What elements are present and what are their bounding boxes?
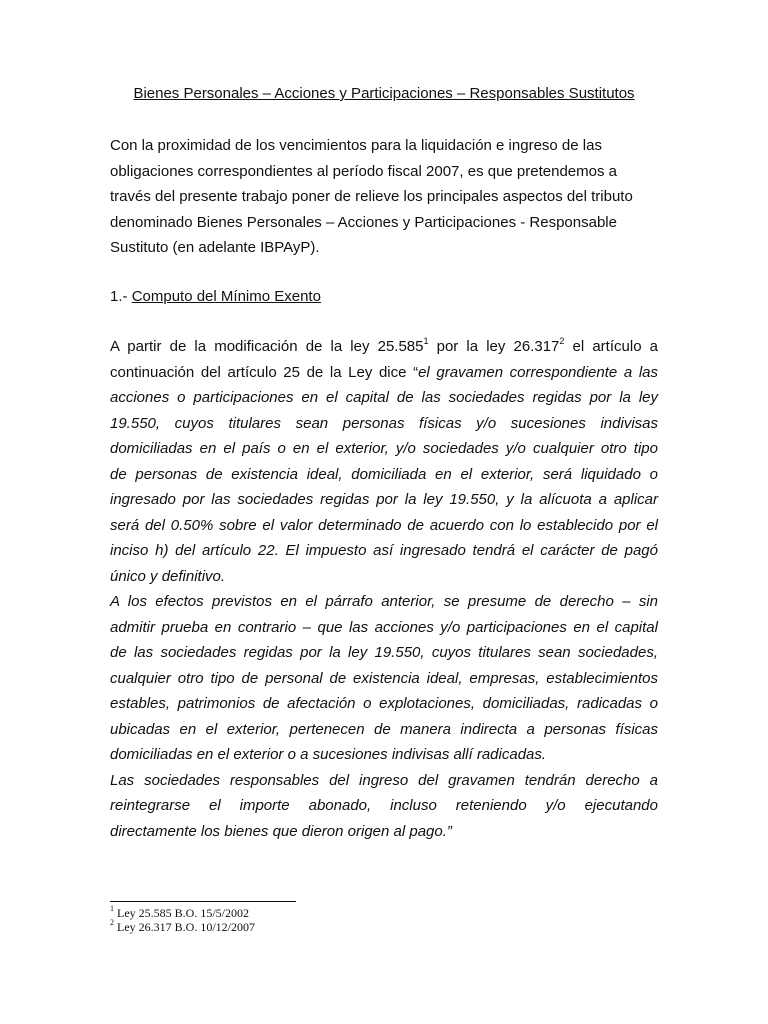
quote-text: admitir prueba en contrario – que las acciones y/o participaciones en el capital [110, 618, 658, 636]
quote-text: el gravamen correspondiente a las [418, 363, 658, 381]
footnote-text: Ley 26.317 B.O. 10/12/2007 [114, 920, 255, 934]
footnote [110, 906, 255, 920]
footnote-number: 1 [110, 904, 114, 913]
intro-line: denominado Bienes Personales – Acciones y Participaciones - Responsable [110, 213, 617, 231]
document-title: Bienes Personales – Acciones y Participaciones – Responsables Sustitutos [133, 85, 635, 102]
body-paragraph [110, 334, 658, 844]
quote-line [110, 538, 658, 564]
quote-line [110, 615, 658, 641]
quote-text: único y definitivo. [110, 567, 226, 585]
quote-line [110, 589, 658, 615]
quote-text: ubicadas en el exterior, pertenecen de manera indirecta a personas físicas [110, 720, 658, 738]
quote-line [110, 717, 658, 743]
body-text: continuación del artículo 25 de la Ley dice “ [110, 363, 419, 381]
quote-line [110, 640, 658, 666]
intro-line: Sustituto (en adelante IBPAyP). [110, 239, 320, 256]
footnote-separator [110, 901, 296, 902]
body-text: el artículo a [564, 338, 658, 355]
section-title: Computo del Mínimo Exento [131, 288, 321, 305]
footnote-ref[interactable]: 1 [423, 336, 429, 346]
quote-text: A los efectos previstos en el párrafo anterior, se presume de derecho – sin [110, 593, 658, 610]
footnote-text: Ley 25.585 B.O. 15/5/2002 [114, 906, 249, 920]
quote-text: domiciliadas en el exterior o a sucesiones indivisas allí radicadas. [110, 746, 547, 763]
quote-line [110, 793, 658, 819]
quote-text: ingresado por las sociedades regidas por la ley 19.550, y la alícuota a aplicar [110, 491, 658, 508]
quote-text: estables, patrimonios de afectación o explotaciones, domiciliadas, radicadas o [110, 695, 658, 712]
footnote-ref[interactable]: 2 [559, 336, 565, 346]
quote-text: directamente los bienes que dieron origen al pago.” [110, 822, 452, 840]
quote-line [110, 564, 658, 590]
quote-line [110, 462, 658, 488]
footnote [110, 920, 255, 934]
body-line [110, 334, 658, 360]
quote-line [110, 742, 658, 768]
quote-text: acciones o participaciones en el capital de las sociedades regidas por la ley [110, 389, 658, 406]
quote-line [110, 819, 658, 845]
quote-line [110, 666, 658, 692]
quote-text: Las sociedades responsables del ingreso del gravamen tendrán derecho a [110, 771, 658, 789]
intro-line: obligaciones correspondientes al período fiscal 2007, es que pretendemos a [110, 162, 617, 180]
quote-line [110, 513, 658, 539]
quote-line [110, 436, 658, 462]
quote-text: reintegrarse el importe abonado, incluso reteniendo y/o ejecutando [110, 797, 658, 814]
quote-text: domiciliadas en el país o en el exterior, y/o sociedades y/o cualquier otro tipo [110, 440, 658, 457]
intro-line: Con la proximidad de los vencimientos para la liquidación e ingreso de las [110, 137, 602, 154]
quote-line [110, 691, 658, 717]
quote-line [110, 768, 658, 794]
quote-line [110, 487, 658, 513]
intro-line: través del presente trabajo poner de relieve los principales aspectos del tributo [110, 188, 633, 205]
quote-text: será del 0.50% sobre el valor determinado de acuerdo con lo establecido por el [110, 516, 658, 534]
footnotes [110, 906, 255, 934]
intro-paragraph [110, 133, 658, 261]
quote-text: de las sociedades regidas por la ley 19.550, cuyos titulares sean sociedades, [110, 644, 658, 661]
body-text: A partir de la modificación de la ley 25.585 [110, 338, 424, 355]
quote-text: 19.550, cuyos titulares sean personas físicas y/o sucesiones indivisas [110, 414, 658, 432]
body-line [110, 360, 658, 386]
quote-text: cualquier otro tipo de personal de existencia ideal, empresas, establecimientos [110, 669, 658, 687]
quote-text: de personas de existencia ideal, domiciliada en el exterior, será liquidado o [110, 465, 658, 483]
body-text: por la ley 26.317 [428, 338, 560, 355]
quote-text: inciso h) del artículo 22. El impuesto así ingresado tendrá el carácter de pagó [110, 542, 658, 559]
section-number: 1.- [110, 288, 132, 305]
quote-line [110, 411, 658, 437]
footnote-number: 2 [110, 918, 114, 927]
section-heading [110, 287, 658, 307]
quote-line [110, 385, 658, 411]
